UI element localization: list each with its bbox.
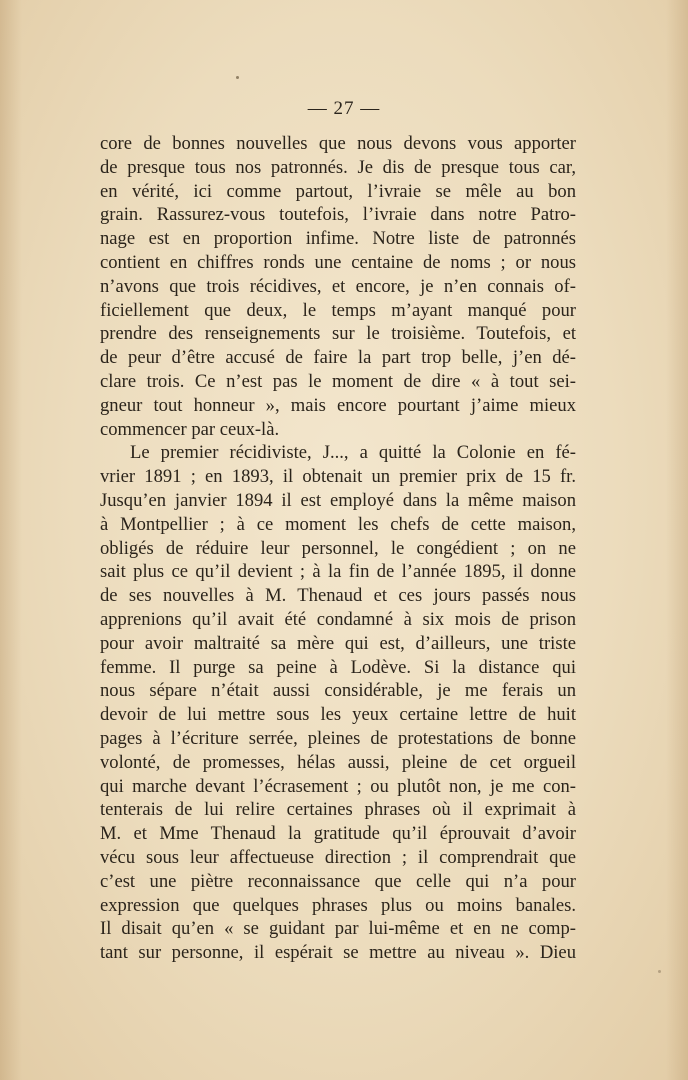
- text-line: de peur d’être accusé de faire la part trop belle, j’en dé-: [100, 347, 576, 369]
- text-line: Jusqu’en janvier 1894 il est employé dans la même maison: [100, 489, 576, 511]
- text-line: tant sur personne, il espérait se mettre au niveau ». Dieu: [100, 942, 576, 964]
- text-line: devoir de lui mettre sous les yeux certaine lettre de huit: [100, 704, 576, 726]
- text-line: vécu sous leur affectueuse direction ; il comprendrait que: [100, 846, 576, 868]
- text-line: Il disait qu’en « se guidant par lui-même et en ne comp-: [100, 918, 576, 940]
- text-line: vrier 1891 ; en 1893, il obtenait un premier prix de 15 fr.: [100, 466, 576, 488]
- text-line: de ses nouvelles à M. Thenaud et ces jours passés nous: [100, 585, 576, 607]
- page-number: — 27 —: [307, 98, 381, 119]
- text-line: nage est en proportion infime. Notre liste de patronnés: [100, 228, 576, 250]
- text-line: sait plus ce qu’il devient ; à la fin de l’année 1895, il donne: [100, 561, 576, 583]
- page-edge-shadow-right: [666, 0, 688, 1080]
- text-line: de presque tous nos patronnés. Je dis de presque tous car,: [100, 156, 576, 178]
- text-line: en vérité, ici comme partout, l’ivraie se mêle au bon: [100, 180, 576, 202]
- text-line: contient en chiffres ronds une centaine de noms ; or nous: [100, 251, 576, 273]
- text-line: qui marche devant l’écrasement ; ou plutôt non, je me con-: [100, 775, 576, 797]
- text-line: expression que quelques phrases plus ou moins banales.: [100, 894, 576, 916]
- page-edge-shadow-left: [0, 0, 22, 1080]
- text-line: femme. Il purge sa peine à Lodève. Si la distance qui: [100, 656, 576, 678]
- text-line: core de bonnes nouvelles que nous devons vous apporter: [100, 133, 576, 154]
- text-line: volonté, de promesses, hélas aussi, pleine de cet orgueil: [100, 751, 576, 773]
- text-line: c’est une piètre reconnaissance que celle qui n’a pour: [100, 870, 576, 892]
- text-line: M. et Mme Thenaud la gratitude qu’il éprouvait d’avoir: [100, 823, 576, 845]
- paper-speck: [658, 970, 661, 973]
- paragraph-start-line: Le premier récidiviste, J..., a quitté la Colonie en fé-: [130, 442, 576, 464]
- text-line: à Montpellier ; à ce moment les chefs de cette maison,: [100, 513, 576, 535]
- paper-speck: [236, 76, 239, 79]
- text-line: obligés de réduire leur personnel, le congédient ; on ne: [100, 537, 576, 559]
- body-text: [100, 132, 576, 965]
- text-line: prendre des renseignements sur le troisième. Toutefois, et: [100, 323, 576, 345]
- text-line: apprenions qu’il avait été condamné à six mois de prison: [100, 608, 576, 630]
- paragraph-end-line: commencer par ceux-là.: [100, 418, 280, 440]
- text-line: pages à l’écriture serrée, pleines de protestations de bonne: [100, 727, 576, 749]
- text-line: tenterais de lui relire certaines phrases où il exprimait à: [100, 799, 576, 821]
- text-line: ficiellement que deux, le temps m’ayant manqué pour: [100, 299, 576, 321]
- text-line: grain. Rassurez-vous toutefois, l’ivraie dans notre Patro-: [100, 204, 576, 226]
- text-line: clare trois. Ce n’est pas le moment de dire « à tout sei-: [100, 370, 576, 392]
- text-line: pour avoir maltraité sa mère qui est, d’ailleurs, une triste: [100, 632, 576, 654]
- text-line: gneur tout honneur », mais encore pourtant j’aime mieux: [100, 394, 576, 416]
- text-line: n’avons que trois récidives, et encore, je n’en connais of-: [100, 275, 576, 297]
- text-line: nous sépare n’était aussi considérable, je me ferais un: [100, 680, 576, 702]
